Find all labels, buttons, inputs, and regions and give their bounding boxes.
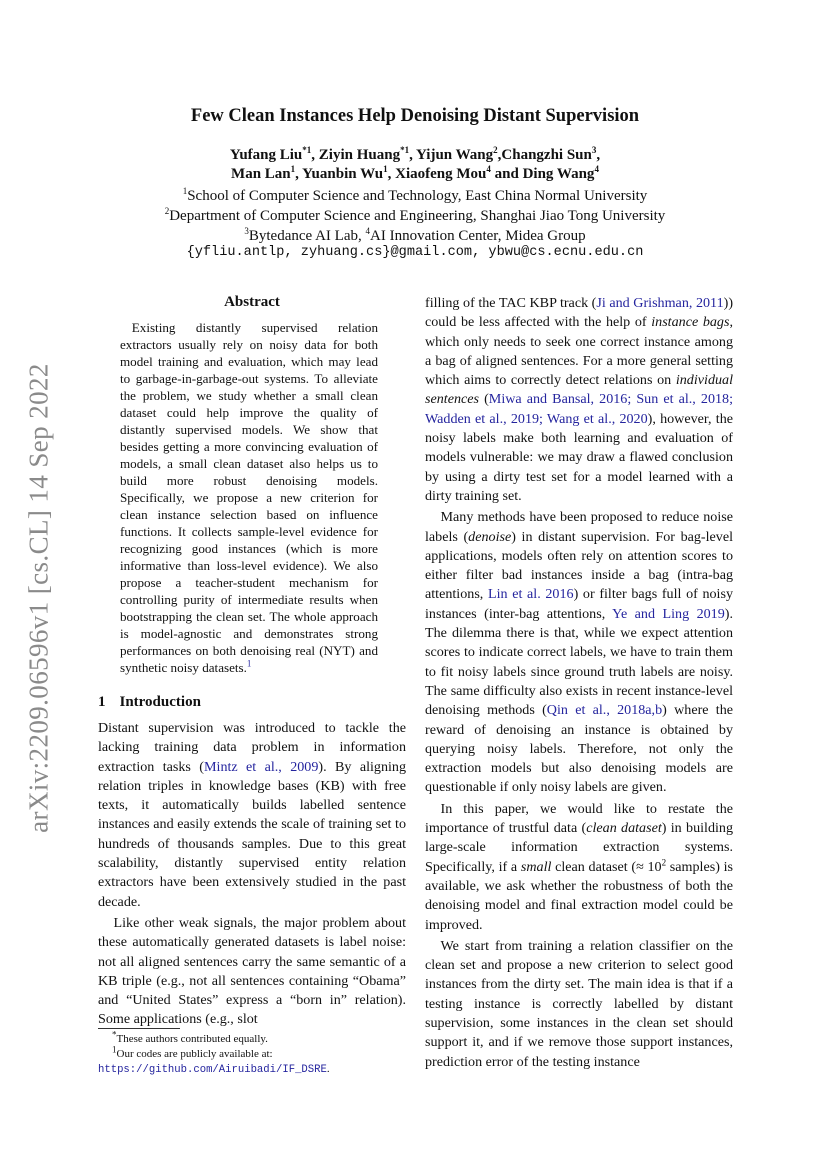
abstract-heading: Abstract: [224, 294, 280, 310]
abstract-text: Existing distantly supervised relation extractors usually rely on noisy data for both model training and evaluation, which may lead to garbage-in-garbage-out systems. To alleviate the problem, we study whether a small clean dataset could help improve the quality of distantly supervised models. We show that besides getting a more convincing evaluation of models, a small clean dataset also helps us to build more robust denoising models. Specifically, we propose a new criterion for clean instance selection based on influence functions. It collects sample-level evidence for recognizing good instances (which is more informative than loss-level evidence). We also propose a teacher-student mechanism for controlling purity of intermediate results when bootstrapping the clean set. The whole approach is model-agnostic and demonstrates strong performances on both denoising real (NYT) and synthetic noisy datasets.$^1$: [120, 320, 378, 675]
citation-link[interactable]: Ji and Grishman, 2011: [596, 295, 724, 311]
footnotes: [98, 1028, 408, 1078]
code-url-link[interactable]: https://github.com/Airuibadi/IF_DSRE: [98, 1064, 327, 1076]
footnote-1: $^1$Our codes are publicly available at: https://github.com/Airuibadi/IF_DSRE.: [98, 1044, 330, 1076]
citation-link[interactable]: Lin et al. 2016: [487, 586, 574, 603]
affiliation-2: $^2$Department of Computer Science and Engineering, Shanghai Jiao Tong University: [164, 206, 666, 224]
author-list: [70, 146, 760, 184]
affiliations: [70, 186, 760, 246]
right-paragraph-1: filling of the TAC KBP track (Ji and Grishman, 2011)) could be less affected with the help of instance bags, which only needs to seek one correct instance among a bag of aligned sentences. For a more general setting which aims to correctly detect relations on individual sentences (Miwa and Bansal, 2016; Sun et al., 2018; Wadden et al., 2019; Wang et al., 2020), however, the noisy labels make both learning and evaluation of models vulnerable: we may draw a flawed conclusion by using a dirty test set for a model learned with a dirty training set.: [425, 295, 734, 504]
footnote-star: *These authors contributed equally.: [112, 1029, 268, 1045]
arxiv-id: arXiv:2209.06596v1 [cs.CL] 14 Sep 2022: [23, 363, 54, 833]
author-emails: {yfliu.antlp, zyhuang.cs}@gmail.com, ybwu@cs.ecnu.edu.cn: [186, 245, 644, 260]
right-column: [425, 294, 733, 1072]
right-paragraph-4: We start from training a relation classifier on the clean set and propose a new criterion to select good instances from the dirty set. The main idea is that if a testing instance is correctly labelled by distant supervision, some instances in the clean set should support it, and if we remove those support instances, prediction error of the testing instance: [425, 937, 733, 1070]
citation-link[interactable]: Ye and Ling 2019: [612, 605, 725, 622]
section-heading-introduction: [98, 694, 406, 711]
left-column: [98, 294, 406, 1030]
section-number: 1: [98, 694, 106, 710]
section-title: Introduction: [119, 694, 201, 710]
intro-paragraph-1: Distant supervision was introduced to tackle the lacking training data problem in information extraction tasks (Mintz et al., 2009). By aligning relation triples in knowledge bases (KB) with free texts, it automatically builds labelled sentence instances and easily extends the scale of training set to hundreds of thousands samples. Due to this great scalability, distantly supervised entity relation extractors have been extensively studied in the past decade.: [98, 720, 407, 910]
paper-title: Few Clean Instances Help Denoising Distant Supervision: [190, 106, 640, 126]
right-paragraph-2: Many methods have been proposed to reduce noise labels (denoise) in distant supervision. For bag-level applications, models often rely on attention scores to either filter bad instances inside a bag (intra-bag attentions, Lin et al. 2016) or filter bags full of noisy instances (inter-bag attentions, Ye and Ling 2019). The dilemma there is that, while we expect attention scores to indicate correct labels, we have to train them to fit noisy labels since ground truth labels are noisy. The same difficulty also exists in recent instance-level denoising methods (Qin et al., 2018a,b) where the reward of denoising an instance is obtained by querying noisy labels. Therefore, not only the extraction models but also denoising models are questionable if only noisy labels are given.: [425, 509, 734, 796]
arxiv-watermark: [18, 318, 60, 878]
citation-link[interactable]: Miwa and Bansal, 2016; Sun et al., 2018; Wadden et al., 2019; Wang et al., 2020: [425, 391, 733, 427]
affiliation-3-4: $^3$Bytedance AI Lab, $^4$AI Innovation Center, Midea Group: [244, 226, 586, 244]
footnote-ref-1[interactable]: 1: [246, 658, 252, 669]
footnote-rule: [98, 1028, 180, 1029]
right-paragraph-3: In this paper, we would like to restate the importance of trustful data (clean dataset) in building large-scale information extraction systems. Specifically, if a small clean dataset (≈ $10^2$ samples) is available, we ask whether the robustness of both the denoising model and final extraction model could be improved.: [425, 800, 734, 933]
citation-link[interactable]: Qin et al., 2018a,b: [546, 702, 663, 719]
intro-paragraph-2: Like other weak signals, the major problem about these automatically generated datasets is label noise: not all aligned sentences carry the same semantic of a KB triple (e.g., not all sentences containing “Obama” and “United States” express a “born in” relation). Some applications (e.g., slot: [98, 914, 406, 1028]
authors-line-2: Man Lan$^1$, Yuanbin Wu$^1$, Xiaofeng Mou$^4$ and Ding Wang$^4$: [231, 164, 599, 182]
affiliation-1: $^1$School of Computer Science and Technology, East China Normal University: [182, 186, 648, 204]
authors-line-1: Yufang Liu$^{*1}$, Ziyin Huang$^{*1}$, Yijun Wang$^2$,Changzhi Sun$^3$,: [229, 145, 601, 163]
citation-link[interactable]: Mintz et al., 2009: [204, 758, 319, 775]
